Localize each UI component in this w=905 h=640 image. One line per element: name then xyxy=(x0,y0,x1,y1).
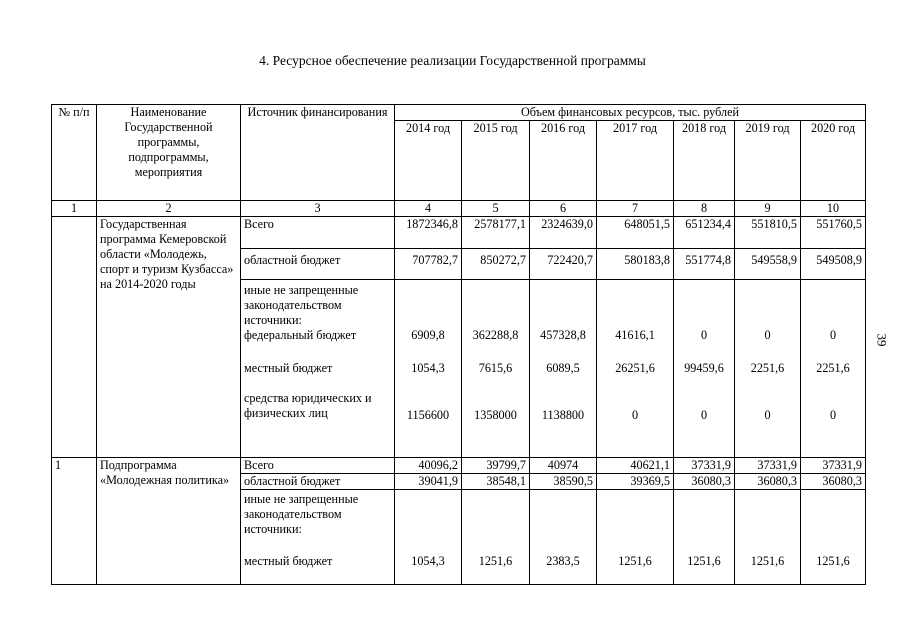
page-number: 39 xyxy=(874,333,890,347)
value-cell: 1156600 xyxy=(406,408,450,422)
value-cell: 39369,5 xyxy=(597,474,674,490)
value-cell: 39799,7 xyxy=(462,458,530,474)
value-cell: 39041,9 xyxy=(395,474,462,490)
column-index: 7 xyxy=(597,201,674,217)
value-stack xyxy=(674,280,735,458)
header-volume: Объем финансовых ресурсов, тыс. рублей xyxy=(395,105,866,121)
subprogram-num: 1 xyxy=(52,458,97,585)
value-cell: 551774,8 xyxy=(674,249,735,280)
header-year: 2018 год xyxy=(674,121,735,201)
source-label: местный бюджет xyxy=(244,361,333,375)
value-cell: 549558,9 xyxy=(735,249,801,280)
header-year: 2014 год xyxy=(395,121,462,201)
value-cell: 0 xyxy=(829,328,837,342)
subprogram-name: Подпрограмма «Молодежная политика» xyxy=(97,458,241,585)
value-stack xyxy=(801,280,866,458)
value-cell: 1251,6 xyxy=(801,490,866,585)
value-cell: 0 xyxy=(764,328,771,342)
value-cell: 0 xyxy=(700,328,708,342)
value-cell: 6909,8 xyxy=(411,328,445,342)
value-cell: 2251,6 xyxy=(750,361,785,375)
column-index: 1 xyxy=(52,201,97,217)
value-cell: 1054,3 xyxy=(411,361,445,375)
value-cell: 707782,7 xyxy=(395,249,462,280)
source-label: Всего xyxy=(241,217,395,249)
value-cell: 2251,6 xyxy=(816,361,850,375)
value-cell: 6089,5 xyxy=(546,361,580,375)
value-cell: 1054,3 xyxy=(395,490,462,585)
header-year: 2015 год xyxy=(462,121,530,201)
value-cell: 26251,6 xyxy=(615,361,655,375)
value-stack xyxy=(735,280,801,458)
column-index: 2 xyxy=(97,201,241,217)
column-index: 4 xyxy=(395,201,462,217)
header-name: Наименование Государственной программы, подпрограммы, мероприятия xyxy=(97,105,241,201)
resource-table xyxy=(51,104,866,585)
value-cell: 457328,8 xyxy=(540,328,586,342)
value-cell: 37331,9 xyxy=(735,458,801,474)
column-index: 3 xyxy=(241,201,395,217)
value-cell: 2324639,0 xyxy=(530,217,597,249)
value-cell: 362288,8 xyxy=(472,328,519,342)
table-row xyxy=(52,217,866,249)
value-stack xyxy=(395,280,462,458)
source-label: средства юридических и физических лиц xyxy=(244,391,372,420)
value-cell: 37331,9 xyxy=(801,458,866,474)
value-cell: 99459,6 xyxy=(684,361,724,375)
source-label: областной бюджет xyxy=(241,249,395,280)
value-stack xyxy=(597,280,674,458)
value-cell: 2383,5 xyxy=(530,490,597,585)
value-cell: 0 xyxy=(631,408,639,422)
value-cell: 0 xyxy=(700,408,708,422)
value-cell: 36080,3 xyxy=(801,474,866,490)
column-index: 10 xyxy=(801,201,866,217)
value-cell: 38548,1 xyxy=(462,474,530,490)
program-name: Государственная программа Кемеровской области «Молодежь, спорт и туризм Кузбасса» на 2014-2020 годы xyxy=(97,217,241,458)
value-cell: 1358000 xyxy=(474,408,517,422)
value-stack xyxy=(530,280,597,458)
column-index: 9 xyxy=(735,201,801,217)
source-label: областной бюджет xyxy=(241,474,395,490)
value-cell: 36080,3 xyxy=(674,474,735,490)
table-row xyxy=(52,458,866,474)
value-cell: 36080,3 xyxy=(735,474,801,490)
header-source: Источник финансирования xyxy=(241,105,395,201)
source-label: федеральный бюджет xyxy=(244,328,357,342)
source-label: местный бюджет xyxy=(244,554,333,568)
value-stack xyxy=(462,280,530,458)
source-other-label: иные не запрещенные законодательством источники: xyxy=(244,283,359,327)
value-cell: 551810,5 xyxy=(735,217,801,249)
source-label: Всего xyxy=(241,458,395,474)
header-year: 2016 год xyxy=(530,121,597,201)
value-cell: 40974 xyxy=(530,458,597,474)
value-cell: 2578177,1 xyxy=(462,217,530,249)
value-cell: 651234,4 xyxy=(674,217,735,249)
value-cell: 549508,9 xyxy=(801,249,866,280)
source-other-label: иные не запрещенные законодательством источники: xyxy=(244,492,359,536)
value-cell: 1138800 xyxy=(541,408,585,422)
value-cell: 37331,9 xyxy=(674,458,735,474)
header-year: 2019 год xyxy=(735,121,801,201)
value-cell: 41616,1 xyxy=(615,328,655,342)
value-cell: 1251,6 xyxy=(674,490,735,585)
header-num: № п/п xyxy=(52,105,97,201)
value-cell: 1872346,8 xyxy=(395,217,462,249)
program-num xyxy=(52,217,97,458)
source-other-cell xyxy=(241,490,395,585)
page-title: 4. Ресурсное обеспечение реализации Государственной программы xyxy=(259,53,646,68)
source-other-cell xyxy=(241,280,395,458)
value-cell: 7615,6 xyxy=(478,361,513,375)
column-index: 5 xyxy=(462,201,530,217)
value-cell: 38590,5 xyxy=(530,474,597,490)
value-cell: 648051,5 xyxy=(597,217,674,249)
value-cell: 0 xyxy=(829,408,837,422)
value-cell: 722420,7 xyxy=(530,249,597,280)
value-cell: 1251,6 xyxy=(462,490,530,585)
column-index: 8 xyxy=(674,201,735,217)
value-cell: 0 xyxy=(764,408,771,422)
value-cell: 551760,5 xyxy=(801,217,866,249)
column-index: 6 xyxy=(530,201,597,217)
value-cell: 40096,2 xyxy=(395,458,462,474)
value-cell: 1251,6 xyxy=(597,490,674,585)
value-cell: 40621,1 xyxy=(597,458,674,474)
value-cell: 580183,8 xyxy=(597,249,674,280)
header-year: 2017 год xyxy=(597,121,674,201)
header-year: 2020 год xyxy=(801,121,866,201)
value-cell: 850272,7 xyxy=(462,249,530,280)
value-cell: 1251,6 xyxy=(735,490,801,585)
